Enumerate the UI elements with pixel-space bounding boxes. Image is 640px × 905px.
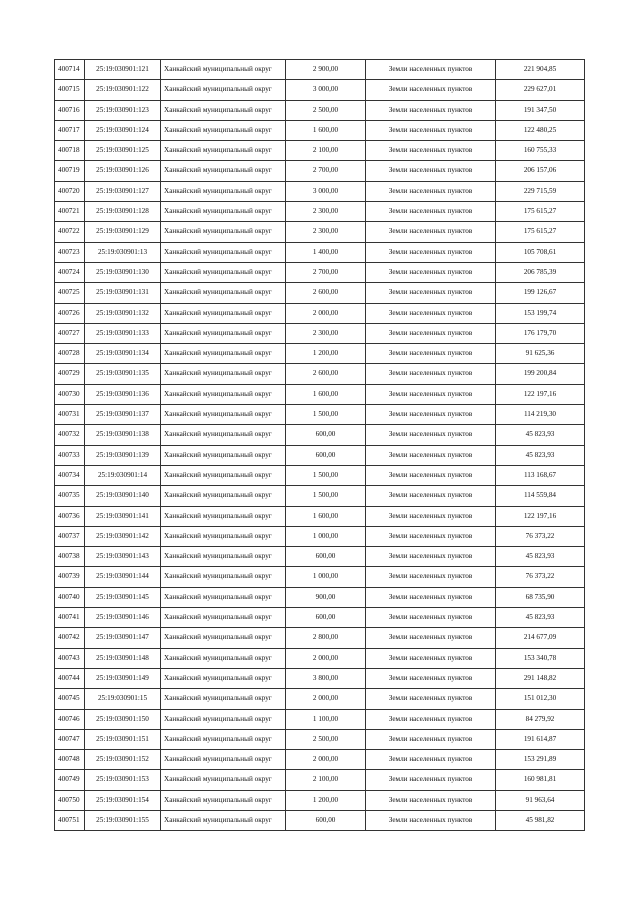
- cell-cadastral-value: 76 373,22: [496, 567, 585, 587]
- cell-land-category: Земли населенных пунктов: [366, 323, 496, 343]
- cell-land-category: Земли населенных пунктов: [366, 709, 496, 729]
- cell-row-number: 400734: [55, 465, 85, 485]
- cell-area: 2 700,00: [286, 262, 366, 282]
- cell-land-category: Земли населенных пунктов: [366, 648, 496, 668]
- table-row: [55, 181, 585, 201]
- cell-municipality: Ханкайский муниципальный округ: [161, 283, 286, 303]
- table-row: [55, 202, 585, 222]
- cell-land-category: Земли населенных пунктов: [366, 567, 496, 587]
- table-row: [55, 303, 585, 323]
- table-row: [55, 648, 585, 668]
- cell-municipality: Ханкайский муниципальный округ: [161, 120, 286, 140]
- cell-row-number: 400735: [55, 486, 85, 506]
- cell-municipality: Ханкайский муниципальный округ: [161, 323, 286, 343]
- table-row: [55, 242, 585, 262]
- cell-municipality: Ханкайский муниципальный округ: [161, 729, 286, 749]
- table-row: [55, 445, 585, 465]
- cell-cadastral-value: 199 200,84: [496, 364, 585, 384]
- cell-row-number: 400730: [55, 384, 85, 404]
- table-row: [55, 486, 585, 506]
- cell-area: 600,00: [286, 810, 366, 830]
- cell-row-number: 400750: [55, 790, 85, 810]
- cell-cadastral-value: 160 755,33: [496, 141, 585, 161]
- cell-cadastral-number: 25:19:030901:15: [85, 689, 161, 709]
- cell-row-number: 400726: [55, 303, 85, 323]
- cell-area: 1 500,00: [286, 405, 366, 425]
- cell-land-category: Земли населенных пунктов: [366, 750, 496, 770]
- cell-municipality: Ханкайский муниципальный округ: [161, 709, 286, 729]
- table-row: [55, 587, 585, 607]
- cell-area: 600,00: [286, 608, 366, 628]
- cell-row-number: 400749: [55, 770, 85, 790]
- cell-cadastral-number: 25:19:030901:142: [85, 526, 161, 546]
- cell-cadastral-number: 25:19:030901:121: [85, 60, 161, 80]
- table-row: [55, 750, 585, 770]
- cell-row-number: 400721: [55, 202, 85, 222]
- cell-cadastral-value: 76 373,22: [496, 526, 585, 546]
- cell-municipality: Ханкайский муниципальный округ: [161, 202, 286, 222]
- cell-row-number: 400746: [55, 709, 85, 729]
- cell-cadastral-value: 206 157,06: [496, 161, 585, 181]
- cell-area: 3 000,00: [286, 80, 366, 100]
- cell-row-number: 400727: [55, 323, 85, 343]
- cell-row-number: 400724: [55, 262, 85, 282]
- cell-municipality: Ханкайский муниципальный округ: [161, 181, 286, 201]
- cell-land-category: Земли населенных пунктов: [366, 405, 496, 425]
- cell-land-category: Земли населенных пунктов: [366, 141, 496, 161]
- cell-row-number: 400717: [55, 120, 85, 140]
- cell-municipality: Ханкайский муниципальный округ: [161, 262, 286, 282]
- cell-row-number: 400732: [55, 425, 85, 445]
- cell-row-number: 400745: [55, 689, 85, 709]
- cell-cadastral-value: 122 197,16: [496, 506, 585, 526]
- cell-cadastral-number: 25:19:030901:130: [85, 262, 161, 282]
- cell-cadastral-number: 25:19:030901:155: [85, 810, 161, 830]
- cell-cadastral-number: 25:19:030901:137: [85, 405, 161, 425]
- cell-municipality: Ханкайский муниципальный округ: [161, 628, 286, 648]
- cell-area: 1 600,00: [286, 120, 366, 140]
- cell-land-category: Земли населенных пунктов: [366, 770, 496, 790]
- cell-area: 900,00: [286, 587, 366, 607]
- cell-land-category: Земли населенных пунктов: [366, 790, 496, 810]
- table-row: [55, 100, 585, 120]
- table-row: [55, 506, 585, 526]
- cell-cadastral-number: 25:19:030901:132: [85, 303, 161, 323]
- cell-land-category: Земли населенных пунктов: [366, 60, 496, 80]
- table-row: [55, 323, 585, 343]
- cell-municipality: Ханкайский муниципальный округ: [161, 384, 286, 404]
- cell-municipality: Ханкайский муниципальный округ: [161, 790, 286, 810]
- table-row: [55, 222, 585, 242]
- cell-cadastral-number: 25:19:030901:134: [85, 344, 161, 364]
- cell-land-category: Земли населенных пунктов: [366, 547, 496, 567]
- cell-row-number: 400728: [55, 344, 85, 364]
- cell-cadastral-number: 25:19:030901:140: [85, 486, 161, 506]
- cell-row-number: 400740: [55, 587, 85, 607]
- cell-row-number: 400738: [55, 547, 85, 567]
- cell-land-category: Земли населенных пунктов: [366, 262, 496, 282]
- cell-land-category: Земли населенных пунктов: [366, 344, 496, 364]
- cell-land-category: Земли населенных пунктов: [366, 445, 496, 465]
- cell-row-number: 400714: [55, 60, 85, 80]
- cell-row-number: 400731: [55, 405, 85, 425]
- cell-row-number: 400744: [55, 668, 85, 688]
- table-row: [55, 161, 585, 181]
- cell-land-category: Земли населенных пунктов: [366, 608, 496, 628]
- cell-land-category: Земли населенных пунктов: [366, 810, 496, 830]
- cell-row-number: 400725: [55, 283, 85, 303]
- cell-cadastral-number: 25:19:030901:124: [85, 120, 161, 140]
- table-row: [55, 790, 585, 810]
- cell-municipality: Ханкайский муниципальный округ: [161, 465, 286, 485]
- cell-row-number: 400747: [55, 729, 85, 749]
- cell-cadastral-number: 25:19:030901:131: [85, 283, 161, 303]
- table-row: [55, 668, 585, 688]
- cell-cadastral-value: 175 615,27: [496, 202, 585, 222]
- cell-land-category: Земли населенных пунктов: [366, 668, 496, 688]
- cell-area: 2 900,00: [286, 60, 366, 80]
- cell-row-number: 400719: [55, 161, 85, 181]
- cell-municipality: Ханкайский муниципальный округ: [161, 648, 286, 668]
- cell-area: 1 600,00: [286, 384, 366, 404]
- cell-land-category: Земли населенных пунктов: [366, 242, 496, 262]
- cell-area: 2 300,00: [286, 323, 366, 343]
- cell-cadastral-value: 91 625,36: [496, 344, 585, 364]
- cell-municipality: Ханкайский муниципальный округ: [161, 770, 286, 790]
- cell-cadastral-number: 25:19:030901:152: [85, 750, 161, 770]
- land-plots-table: [54, 59, 585, 831]
- table-body: [55, 60, 585, 831]
- cell-cadastral-value: 114 219,30: [496, 405, 585, 425]
- cell-cadastral-number: 25:19:030901:150: [85, 709, 161, 729]
- table-row: [55, 60, 585, 80]
- table-row: [55, 526, 585, 546]
- cell-area: 2 700,00: [286, 161, 366, 181]
- table-row: [55, 709, 585, 729]
- cell-row-number: 400729: [55, 364, 85, 384]
- cell-cadastral-number: 25:19:030901:141: [85, 506, 161, 526]
- cell-cadastral-value: 221 904,85: [496, 60, 585, 80]
- cell-municipality: Ханкайский муниципальный округ: [161, 100, 286, 120]
- table-row: [55, 405, 585, 425]
- table-row: [55, 80, 585, 100]
- cell-land-category: Земли населенных пунктов: [366, 425, 496, 445]
- table-row: [55, 384, 585, 404]
- cell-area: 2 600,00: [286, 364, 366, 384]
- cell-municipality: Ханкайский муниципальный округ: [161, 567, 286, 587]
- cell-cadastral-number: 25:19:030901:133: [85, 323, 161, 343]
- cell-cadastral-value: 114 559,84: [496, 486, 585, 506]
- cell-row-number: 400737: [55, 526, 85, 546]
- cell-cadastral-number: 25:19:030901:125: [85, 141, 161, 161]
- cell-cadastral-value: 113 168,67: [496, 465, 585, 485]
- cell-cadastral-number: 25:19:030901:146: [85, 608, 161, 628]
- cell-municipality: Ханкайский муниципальный округ: [161, 80, 286, 100]
- cell-cadastral-value: 214 677,09: [496, 628, 585, 648]
- cell-cadastral-number: 25:19:030901:147: [85, 628, 161, 648]
- cell-area: 2 500,00: [286, 729, 366, 749]
- cell-cadastral-number: 25:19:030901:13: [85, 242, 161, 262]
- cell-municipality: Ханкайский муниципальный округ: [161, 750, 286, 770]
- cell-land-category: Земли населенных пунктов: [366, 80, 496, 100]
- table-row: [55, 810, 585, 830]
- cell-cadastral-number: 25:19:030901:149: [85, 668, 161, 688]
- table-row: [55, 547, 585, 567]
- cell-row-number: 400718: [55, 141, 85, 161]
- cell-cadastral-number: 25:19:030901:154: [85, 790, 161, 810]
- cell-row-number: 400722: [55, 222, 85, 242]
- cell-cadastral-value: 68 735,90: [496, 587, 585, 607]
- cell-area: 1 500,00: [286, 486, 366, 506]
- cell-cadastral-value: 45 823,93: [496, 425, 585, 445]
- cell-land-category: Земли населенных пунктов: [366, 181, 496, 201]
- document-page: [54, 59, 584, 831]
- cell-cadastral-number: 25:19:030901:145: [85, 587, 161, 607]
- cell-land-category: Земли населенных пунктов: [366, 486, 496, 506]
- cell-municipality: Ханкайский муниципальный округ: [161, 425, 286, 445]
- cell-area: 2 000,00: [286, 689, 366, 709]
- cell-area: 1 000,00: [286, 526, 366, 546]
- cell-land-category: Земли населенных пунктов: [366, 303, 496, 323]
- cell-cadastral-number: 25:19:030901:127: [85, 181, 161, 201]
- cell-area: 2 600,00: [286, 283, 366, 303]
- table-row: [55, 364, 585, 384]
- cell-municipality: Ханкайский муниципальный округ: [161, 810, 286, 830]
- cell-land-category: Земли населенных пунктов: [366, 100, 496, 120]
- cell-area: 1 600,00: [286, 506, 366, 526]
- cell-cadastral-number: 25:19:030901:14: [85, 465, 161, 485]
- cell-cadastral-number: 25:19:030901:122: [85, 80, 161, 100]
- cell-cadastral-value: 291 148,82: [496, 668, 585, 688]
- table-row: [55, 120, 585, 140]
- cell-cadastral-value: 45 823,93: [496, 608, 585, 628]
- cell-cadastral-value: 45 981,82: [496, 810, 585, 830]
- cell-land-category: Земли населенных пунктов: [366, 202, 496, 222]
- cell-row-number: 400716: [55, 100, 85, 120]
- cell-land-category: Земли населенных пунктов: [366, 628, 496, 648]
- cell-land-category: Земли населенных пунктов: [366, 506, 496, 526]
- cell-cadastral-number: 25:19:030901:136: [85, 384, 161, 404]
- cell-cadastral-value: 175 615,27: [496, 222, 585, 242]
- cell-area: 1 500,00: [286, 465, 366, 485]
- cell-area: 2 300,00: [286, 202, 366, 222]
- cell-area: 1 200,00: [286, 344, 366, 364]
- cell-area: 2 000,00: [286, 303, 366, 323]
- cell-cadastral-value: 229 715,59: [496, 181, 585, 201]
- cell-area: 1 000,00: [286, 567, 366, 587]
- cell-area: 2 000,00: [286, 648, 366, 668]
- cell-land-category: Земли населенных пунктов: [366, 587, 496, 607]
- cell-municipality: Ханкайский муниципальный округ: [161, 689, 286, 709]
- cell-area: 600,00: [286, 445, 366, 465]
- table-row: [55, 608, 585, 628]
- cell-area: 600,00: [286, 425, 366, 445]
- cell-municipality: Ханкайский муниципальный округ: [161, 303, 286, 323]
- cell-municipality: Ханкайский муниципальный округ: [161, 506, 286, 526]
- cell-municipality: Ханкайский муниципальный округ: [161, 364, 286, 384]
- cell-row-number: 400742: [55, 628, 85, 648]
- cell-cadastral-number: 25:19:030901:148: [85, 648, 161, 668]
- cell-municipality: Ханкайский муниципальный округ: [161, 587, 286, 607]
- cell-cadastral-number: 25:19:030901:129: [85, 222, 161, 242]
- cell-land-category: Земли населенных пунктов: [366, 364, 496, 384]
- cell-cadastral-number: 25:19:030901:153: [85, 770, 161, 790]
- cell-cadastral-number: 25:19:030901:151: [85, 729, 161, 749]
- cell-cadastral-value: 229 627,01: [496, 80, 585, 100]
- cell-land-category: Земли населенных пунктов: [366, 465, 496, 485]
- cell-row-number: 400741: [55, 608, 85, 628]
- cell-cadastral-number: 25:19:030901:139: [85, 445, 161, 465]
- cell-area: 2 300,00: [286, 222, 366, 242]
- cell-area: 2 100,00: [286, 141, 366, 161]
- cell-municipality: Ханкайский муниципальный округ: [161, 60, 286, 80]
- table-row: [55, 567, 585, 587]
- table-row: [55, 465, 585, 485]
- cell-land-category: Земли населенных пунктов: [366, 526, 496, 546]
- table-row: [55, 344, 585, 364]
- cell-cadastral-value: 91 963,64: [496, 790, 585, 810]
- cell-area: 3 800,00: [286, 668, 366, 688]
- cell-cadastral-number: 25:19:030901:126: [85, 161, 161, 181]
- cell-municipality: Ханкайский муниципальный округ: [161, 547, 286, 567]
- cell-area: 2 000,00: [286, 750, 366, 770]
- cell-cadastral-value: 84 279,92: [496, 709, 585, 729]
- cell-cadastral-value: 105 708,61: [496, 242, 585, 262]
- cell-municipality: Ханкайский муниципальный округ: [161, 161, 286, 181]
- cell-row-number: 400748: [55, 750, 85, 770]
- cell-area: 1 200,00: [286, 790, 366, 810]
- cell-cadastral-value: 153 340,78: [496, 648, 585, 668]
- cell-cadastral-value: 122 480,25: [496, 120, 585, 140]
- cell-cadastral-value: 191 614,87: [496, 729, 585, 749]
- cell-row-number: 400715: [55, 80, 85, 100]
- cell-cadastral-number: 25:19:030901:144: [85, 567, 161, 587]
- cell-cadastral-value: 176 179,70: [496, 323, 585, 343]
- cell-cadastral-value: 160 981,81: [496, 770, 585, 790]
- cell-municipality: Ханкайский муниципальный округ: [161, 608, 286, 628]
- cell-land-category: Земли населенных пунктов: [366, 689, 496, 709]
- cell-cadastral-number: 25:19:030901:135: [85, 364, 161, 384]
- cell-row-number: 400720: [55, 181, 85, 201]
- cell-municipality: Ханкайский муниципальный округ: [161, 141, 286, 161]
- cell-cadastral-value: 122 197,16: [496, 384, 585, 404]
- table-row: [55, 425, 585, 445]
- cell-cadastral-value: 45 823,93: [496, 547, 585, 567]
- cell-municipality: Ханкайский муниципальный округ: [161, 405, 286, 425]
- cell-cadastral-value: 199 126,67: [496, 283, 585, 303]
- cell-area: 2 100,00: [286, 770, 366, 790]
- cell-cadastral-number: 25:19:030901:128: [85, 202, 161, 222]
- cell-municipality: Ханкайский муниципальный округ: [161, 344, 286, 364]
- table-row: [55, 628, 585, 648]
- cell-land-category: Земли населенных пунктов: [366, 120, 496, 140]
- table-row: [55, 729, 585, 749]
- cell-cadastral-value: 153 199,74: [496, 303, 585, 323]
- cell-area: 2 800,00: [286, 628, 366, 648]
- cell-cadastral-value: 206 785,39: [496, 262, 585, 282]
- cell-cadastral-number: 25:19:030901:143: [85, 547, 161, 567]
- table-row: [55, 689, 585, 709]
- cell-area: 600,00: [286, 547, 366, 567]
- cell-row-number: 400723: [55, 242, 85, 262]
- cell-cadastral-value: 191 347,50: [496, 100, 585, 120]
- cell-row-number: 400751: [55, 810, 85, 830]
- cell-cadastral-value: 45 823,93: [496, 445, 585, 465]
- cell-land-category: Земли населенных пунктов: [366, 222, 496, 242]
- cell-municipality: Ханкайский муниципальный округ: [161, 486, 286, 506]
- cell-area: 1 400,00: [286, 242, 366, 262]
- cell-area: 1 100,00: [286, 709, 366, 729]
- cell-cadastral-number: 25:19:030901:138: [85, 425, 161, 445]
- cell-cadastral-value: 153 291,89: [496, 750, 585, 770]
- cell-cadastral-value: 151 012,30: [496, 689, 585, 709]
- cell-land-category: Земли населенных пунктов: [366, 729, 496, 749]
- table-row: [55, 283, 585, 303]
- cell-municipality: Ханкайский муниципальный округ: [161, 668, 286, 688]
- cell-land-category: Земли населенных пунктов: [366, 161, 496, 181]
- table-row: [55, 262, 585, 282]
- cell-land-category: Земли населенных пунктов: [366, 283, 496, 303]
- table-row: [55, 141, 585, 161]
- cell-land-category: Земли населенных пунктов: [366, 384, 496, 404]
- cell-municipality: Ханкайский муниципальный округ: [161, 526, 286, 546]
- cell-row-number: 400733: [55, 445, 85, 465]
- cell-municipality: Ханкайский муниципальный округ: [161, 242, 286, 262]
- cell-municipality: Ханкайский муниципальный округ: [161, 445, 286, 465]
- cell-cadastral-number: 25:19:030901:123: [85, 100, 161, 120]
- cell-area: 2 500,00: [286, 100, 366, 120]
- table-row: [55, 770, 585, 790]
- cell-row-number: 400743: [55, 648, 85, 668]
- cell-row-number: 400739: [55, 567, 85, 587]
- cell-area: 3 000,00: [286, 181, 366, 201]
- cell-row-number: 400736: [55, 506, 85, 526]
- cell-municipality: Ханкайский муниципальный округ: [161, 222, 286, 242]
